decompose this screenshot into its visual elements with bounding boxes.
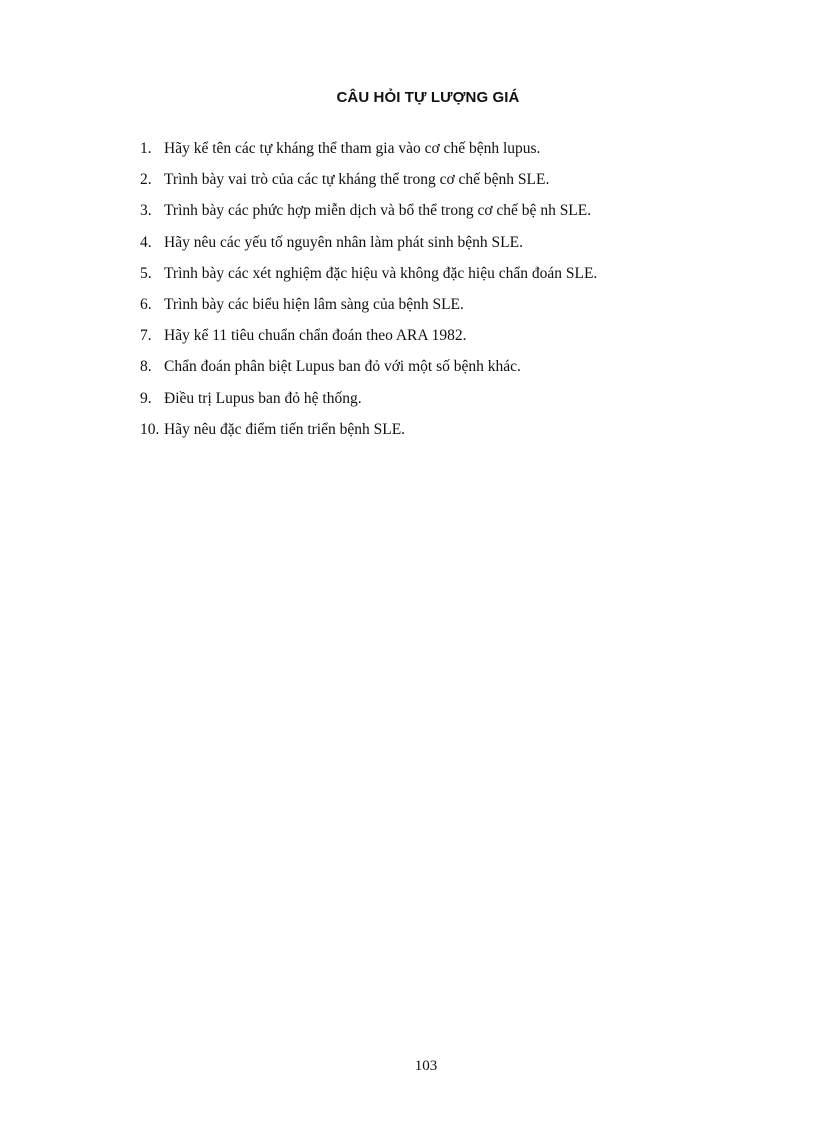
question-item-7 <box>140 327 760 358</box>
question-item-1 <box>140 140 760 171</box>
question-item-4 <box>140 234 760 265</box>
question-number: 3. <box>140 202 152 220</box>
question-number: 2. <box>140 171 152 189</box>
page-title: CÂU HỎI TỰ LƯỢNG GIÁ <box>336 89 520 106</box>
question-item-6 <box>140 296 760 327</box>
question-item-3 <box>140 202 760 233</box>
question-number: 5. <box>140 264 152 282</box>
question-text: Hãy nêu đặc điểm tiến triển bệnh SLE. <box>164 420 406 438</box>
question-item-8 <box>140 358 760 389</box>
question-number: 6. <box>140 295 152 313</box>
question-text: Hãy kể tên các tự kháng thể tham gia vào cơ chế bệnh lupus. <box>164 140 541 157</box>
question-text: Trình bày các xét nghiệm đặc hiệu và không đặc hiệu chẩn đoán SLE. <box>164 264 598 282</box>
question-number: 7. <box>140 327 152 345</box>
question-number: 10. <box>140 420 160 438</box>
question-number: 9. <box>140 389 152 407</box>
question-item-9 <box>140 390 760 421</box>
question-item-2 <box>140 171 760 202</box>
question-text: Chẩn đoán phân biệt Lupus ban đỏ với một số bệnh khác. <box>164 358 521 376</box>
question-text: Trình bày các biểu hiện lâm sàng của bệnh SLE. <box>164 295 464 313</box>
question-text: Hãy nêu các yếu tố nguyên nhân làm phát sinh bệnh SLE. <box>164 233 523 251</box>
question-text: Điều trị Lupus ban đỏ hệ thống. <box>164 389 362 407</box>
question-number: 8. <box>140 358 152 376</box>
question-item-10 <box>140 421 760 452</box>
question-number: 4. <box>140 233 152 251</box>
question-item-5 <box>140 265 760 296</box>
page-number: 103 <box>414 1058 438 1074</box>
question-number: 1. <box>140 140 152 157</box>
question-list <box>140 140 760 452</box>
question-text: Trình bày vai trò của các tự kháng thể trong cơ chế bệnh SLE. <box>164 171 550 189</box>
question-text: Hãy kể 11 tiêu chuẩn chẩn đoán theo ARA 1982. <box>164 327 467 345</box>
question-text: Trình bày các phức hợp miễn dịch và bổ thể trong cơ chế bệ nh SLE. <box>164 202 592 220</box>
